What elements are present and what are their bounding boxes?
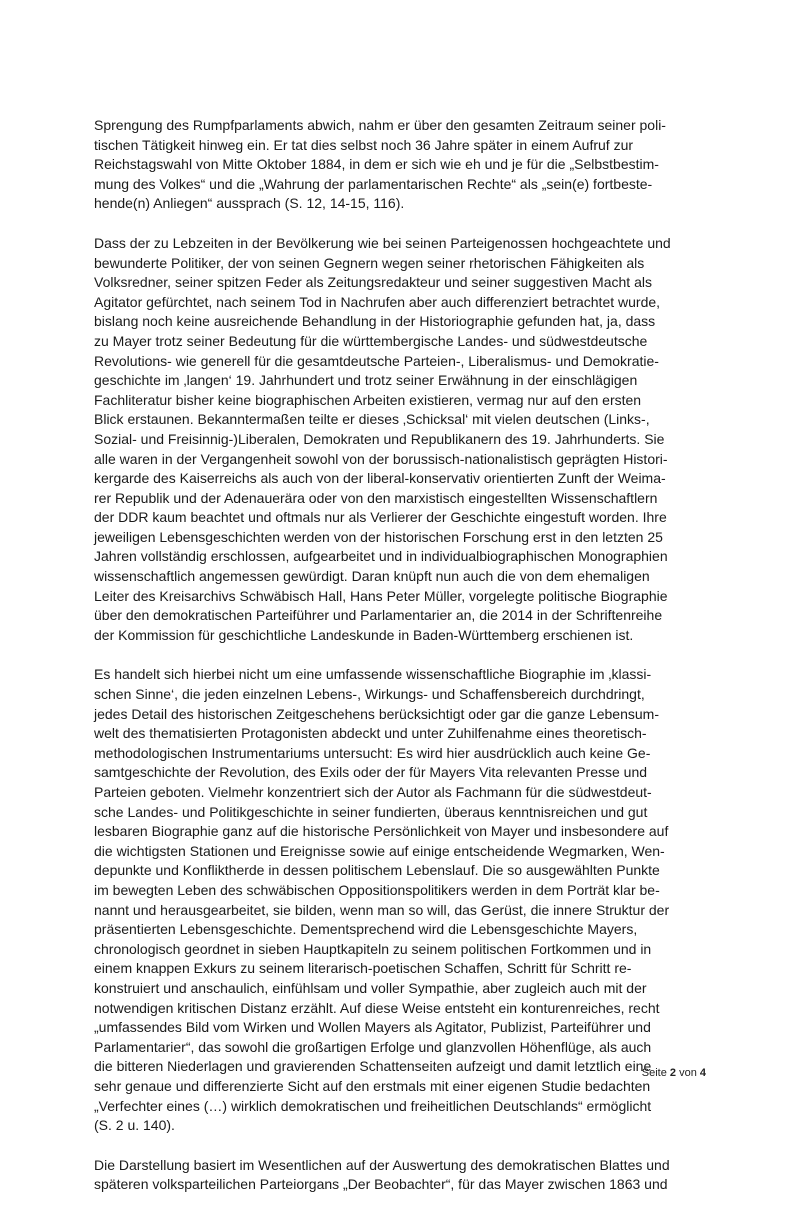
paragraph-2: Dass der zu Lebzeiten in der Bevölkerung wie bei seinen Parteigenossen hochgeachtete und bewunderte Politiker, der von seinen Gegnern wegen seiner rhetorischen Fähigkeiten als Volksredner, seiner spitzen Feder als Zeitungsredakteur und seiner suggestiven Macht als Agitator gefürchtet, nach seinem Tod in Nachrufen aber auch differenziert betrachtet wurde, bislang noch keine ausreichende Behandlung in der Historiographie gefunden hat, ja, dass zu Mayer trotz seiner Bedeutung für die württembergische Landes- und südwestdeutsche Revolutions- wie generell für die gesamtdeutsche Parteien-, Liberalismus- und Demokratie- geschichte im ‚langen‘ 19. Jahrhundert und trotz seiner Erwähnung in der einschlägigen Fachliteratur bisher keine biographischen Arbeiten existieren, vermag nur auf den ersten Blick erstaunen. Bekanntermaßen teilte er dieses ‚Schicksal‘ mit vielen deutschen (Links-, Sozial- und Freisinnig-)Liberalen, Demokraten und Republikanern des 19. Jahrhunderts. Sie alle waren in der Vergangenheit sowohl von der borussisch-nationalistisch geprägten Histori- kergarde des Kaiserreichs als auch von der liberal-konservativ orientierten Zunft der Weima- rer Republik und der Adenauerära oder von den marxistisch eingestellten Wissenschaftlern der DDR kaum beachtet und oftmals nur als Verlierer der Geschichte eingestuft worden. Ihre jeweiligen Lebensgeschichten werden von der historischen Forschung erst in den letzten 25 Jahren vollständig erschlossen, aufgearbeitet und in individualbiographischen Monographien wissenschaftlich angemessen gewürdigt. Daran knüpft nun auch die von dem ehemaligen Leiter des Kreisarchivs Schwäbisch Hall, Hans Peter Müller, vorgelegte politische Biographie über den demokratischen Parteiführer und Parlamentarier an, die 2014 in der Schriftenreihe der Kommission für geschichtliche Landeskunde in Baden-Württemberg erschienen ist. bbox=[94, 234, 671, 643]
body-text bbox=[94, 116, 707, 1215]
footer-separator: von bbox=[676, 1067, 700, 1079]
paragraph-1: Sprengung des Rumpfparlaments abwich, nahm er über den gesamten Zeitraum seiner poli- tischen Tätigkeit hinweg ein. Er tat dies selbst noch 36 Jahre später in einem Aufruf zur Reichstagswahl von Mitte Oktober 1884, in dem er sich wie eh und je für die „Selbstbestim- mung des Volkes“ und die „Wahrung der parlamentarischen Rechte“ als „sein(e) fortbeste- hende(n) Anliegen“ aussprach (S. 12, 14-15, 116). bbox=[94, 117, 666, 212]
page-footer bbox=[642, 1067, 706, 1079]
paragraph-4: Die Darstellung basiert im Wesentlichen auf der Auswertung des demokratischen Blattes und späteren volksparteilichen Parteiorgans „Der Beobachter“, für das Mayer zwischen 1863 und bbox=[94, 1156, 670, 1193]
total-pages-number: 4 bbox=[699, 1067, 706, 1079]
paragraph-3: Es handelt sich hierbei nicht um eine umfassende wissenschaftliche Biographie im ‚klassi- schen Sinne‘, die jeden einzelnen Lebens-, Wirkungs- und Schaffensbereich durchdringt, jedes Detail des historischen Zeitgeschehens berücksichtigt oder gar die ganze Lebensum- welt des thematisierten Protagonisten abdeckt und unter Zuhilfenahme eines theoretisch- methodologischen Instrumentariums untersucht: Es wird hier ausdrücklich auch keine Ge- samtgeschichte der Revolution, des Exils oder der für Mayers Vita relevanten Presse und Parteien geboten. Vielmehr konzentriert sich der Autor als Fachmann für die südwestdeut- sche Landes- und Politikgeschichte in seiner fundierten, überaus kenntnisreichen und gut lesbaren Biographie ganz auf die historische Persönlichkeit von Mayer und insbesondere auf die wichtigsten Stationen und Ereignisse sowie auf einige entscheidende Wegmarken, Wen- depunkte und Konfliktherde in dessen politischem Lebenslauf. Die so ausgewählten Punkte im bewegten Leben des schwäbischen Oppositionspolitikers werden in dem Porträt klar be- nannt und herausgearbeitet, sie bilden, wenn man so will, das Gerüst, die innere Struktur der präsentierten Lebensgeschichte. Dementsprechend wird die Lebensgeschichte Mayers, chronologisch geordnet in sieben Hauptkapiteln zu seinem politischen Fortkommen und in einem knappen Exkurs zu seinem literarisch-poetischen Schaffen, Schritt für Schritt re- konstruiert und anschaulich, einfühlsam und voller Sympathie, aber zugleich auch mit der notwendigen kritischen Distanz erzählt. Auf diese Weise entsteht ein konturenreiches, recht „umfassendes Bild vom Wirken und Wollen Mayers als Agitator, Publizist, Parteiführer und Parlamentarier“, das sowohl die großartigen Erfolge und glanzvollen Höhenflüge, als auch die bitteren Niederlagen und gravierenden Schattenseiten aufzeigt und damit letztlich eine sehr genaue und differenzierte Sicht auf den erstmals mit einer eigenen Studie bedachten „Verfechter eines (…) wirklich demokratischen und freiheitlichen Deutschlands“ ermöglicht (S. 2 u. 140). bbox=[94, 666, 670, 1134]
current-page-number: 2 bbox=[669, 1067, 677, 1079]
footer-prefix: Seite bbox=[641, 1067, 670, 1079]
